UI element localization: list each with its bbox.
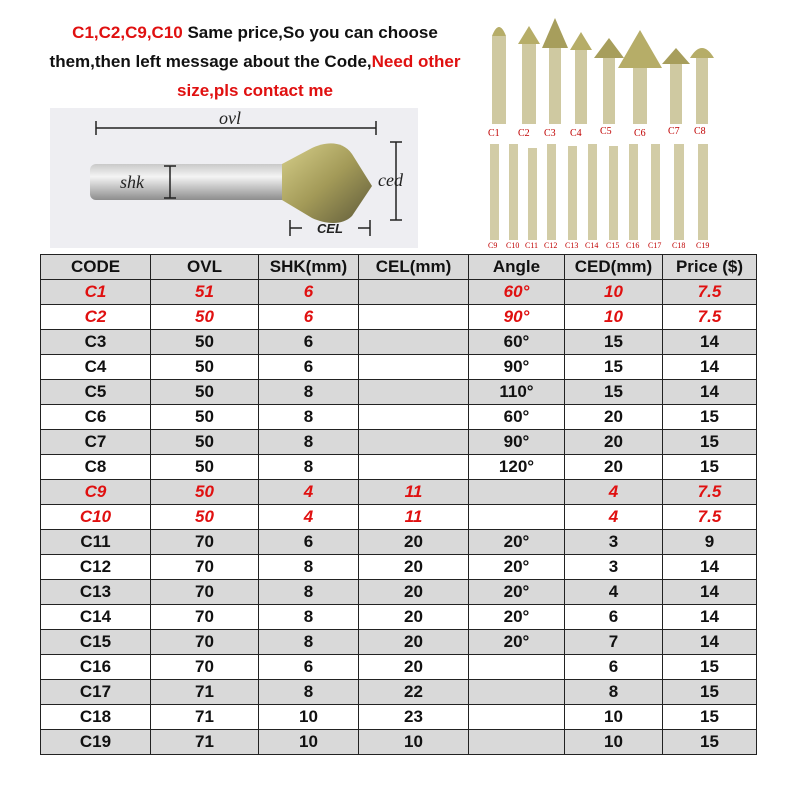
ovl-label: ovl xyxy=(219,108,241,128)
cell-cel: 11 xyxy=(359,505,469,530)
photo-label-c14: C14 xyxy=(585,241,599,250)
cell-cel: 22 xyxy=(359,680,469,705)
cell-ced: 3 xyxy=(565,555,663,580)
cell-angle: 60° xyxy=(469,280,565,305)
cell-ced: 15 xyxy=(565,380,663,405)
cell-ced: 20 xyxy=(565,430,663,455)
cell-ced: 10 xyxy=(565,305,663,330)
header-cel: CEL(mm) xyxy=(359,255,469,280)
cell-code: C13 xyxy=(41,580,151,605)
cell-code: C19 xyxy=(41,730,151,755)
cell-code: C10 xyxy=(41,505,151,530)
cell-ovl: 70 xyxy=(151,555,259,580)
photo-label-c16: C16 xyxy=(626,241,640,250)
cell-shk: 8 xyxy=(259,430,359,455)
cell-price: 14 xyxy=(663,630,757,655)
cell-angle xyxy=(469,680,565,705)
cell-cel xyxy=(359,355,469,380)
header-shk: SHK(mm) xyxy=(259,255,359,280)
cell-shk: 8 xyxy=(259,630,359,655)
cell-cel: 20 xyxy=(359,630,469,655)
header-angle: Angle xyxy=(469,255,565,280)
cell-price: 15 xyxy=(663,680,757,705)
table-row xyxy=(41,330,757,355)
table-header-row xyxy=(41,255,757,280)
header-text-main: Same price,So you can choose them,then left message about the Code, xyxy=(49,23,438,71)
cell-cel xyxy=(359,330,469,355)
table-row xyxy=(41,305,757,330)
photo-label-c10: C10 xyxy=(506,241,520,250)
table-row xyxy=(41,680,757,705)
cell-ced: 15 xyxy=(565,355,663,380)
cell-ced: 10 xyxy=(565,730,663,755)
photo-label-c6: C6 xyxy=(634,128,646,139)
cell-ced: 8 xyxy=(565,680,663,705)
cell-code: C12 xyxy=(41,555,151,580)
cell-shk: 8 xyxy=(259,405,359,430)
photo-label-c12: C12 xyxy=(544,241,558,250)
cell-ced: 4 xyxy=(565,480,663,505)
cell-cel xyxy=(359,380,469,405)
cell-cel: 20 xyxy=(359,655,469,680)
table-row xyxy=(41,480,757,505)
photo-label-c7: C7 xyxy=(668,126,680,137)
cell-shk: 6 xyxy=(259,530,359,555)
cell-angle: 20° xyxy=(469,530,565,555)
cell-angle xyxy=(469,655,565,680)
cell-ovl: 71 xyxy=(151,705,259,730)
cell-ovl: 50 xyxy=(151,430,259,455)
cell-angle xyxy=(469,730,565,755)
cell-ced: 4 xyxy=(565,505,663,530)
cell-shk: 10 xyxy=(259,705,359,730)
cell-cel: 20 xyxy=(359,605,469,630)
photo-label-c13: C13 xyxy=(565,241,579,250)
table-row xyxy=(41,580,757,605)
cell-shk: 8 xyxy=(259,580,359,605)
cell-angle: 90° xyxy=(469,355,565,380)
cell-cel xyxy=(359,430,469,455)
cell-angle: 90° xyxy=(469,430,565,455)
cell-cel: 11 xyxy=(359,480,469,505)
cell-angle: 120° xyxy=(469,455,565,480)
table-row xyxy=(41,505,757,530)
cell-price: 15 xyxy=(663,655,757,680)
top-code-labels xyxy=(488,126,706,139)
photo-label-c18: C18 xyxy=(672,241,686,250)
cell-angle xyxy=(469,505,565,530)
cell-cel xyxy=(359,305,469,330)
photo-label-c9: C9 xyxy=(488,241,498,250)
cell-angle: 110° xyxy=(469,380,565,405)
cell-angle: 90° xyxy=(469,305,565,330)
cell-code: C17 xyxy=(41,680,151,705)
photo-label-c15: C15 xyxy=(606,241,620,250)
cell-price: 15 xyxy=(663,705,757,730)
cell-code: C2 xyxy=(41,305,151,330)
cell-price: 15 xyxy=(663,430,757,455)
cell-ovl: 50 xyxy=(151,305,259,330)
cell-shk: 6 xyxy=(259,280,359,305)
spec-table xyxy=(40,254,757,755)
photo-label-c1: C1 xyxy=(488,128,500,139)
cell-price: 7.5 xyxy=(663,305,757,330)
table-body xyxy=(41,280,757,755)
cell-code: C11 xyxy=(41,530,151,555)
cell-ovl: 50 xyxy=(151,380,259,405)
dimension-diagram-svg xyxy=(50,108,418,248)
table-row xyxy=(41,380,757,405)
cell-ced: 6 xyxy=(565,655,663,680)
table-row xyxy=(41,405,757,430)
top-bits-row xyxy=(492,18,714,124)
cell-cel: 20 xyxy=(359,580,469,605)
cell-angle: 20° xyxy=(469,630,565,655)
cell-shk: 8 xyxy=(259,455,359,480)
cell-ced: 7 xyxy=(565,630,663,655)
cell-code: C16 xyxy=(41,655,151,680)
table-row xyxy=(41,705,757,730)
cell-ced: 20 xyxy=(565,455,663,480)
cell-ced: 10 xyxy=(565,280,663,305)
photo-label-c19: C19 xyxy=(696,241,710,250)
table-row xyxy=(41,280,757,305)
cell-angle: 20° xyxy=(469,555,565,580)
table-row xyxy=(41,530,757,555)
cell-ovl: 50 xyxy=(151,455,259,480)
cell-ovl: 50 xyxy=(151,355,259,380)
cell-ovl: 71 xyxy=(151,680,259,705)
cell-price: 7.5 xyxy=(663,280,757,305)
cell-shk: 8 xyxy=(259,605,359,630)
cell-code: C4 xyxy=(41,355,151,380)
cell-cel xyxy=(359,280,469,305)
cell-cel: 10 xyxy=(359,730,469,755)
cell-ovl: 70 xyxy=(151,605,259,630)
cell-price: 14 xyxy=(663,380,757,405)
cell-price: 14 xyxy=(663,555,757,580)
header-ced: CED(mm) xyxy=(565,255,663,280)
cell-shk: 8 xyxy=(259,555,359,580)
table-row xyxy=(41,655,757,680)
cell-code: C3 xyxy=(41,330,151,355)
cell-shk: 8 xyxy=(259,680,359,705)
cell-ovl: 70 xyxy=(151,580,259,605)
cell-angle: 20° xyxy=(469,580,565,605)
cell-price: 14 xyxy=(663,355,757,380)
cell-ovl: 71 xyxy=(151,730,259,755)
cell-price: 7.5 xyxy=(663,480,757,505)
photo-label-c8: C8 xyxy=(694,126,706,137)
cell-code: C18 xyxy=(41,705,151,730)
cell-shk: 4 xyxy=(259,480,359,505)
cell-price: 14 xyxy=(663,605,757,630)
cell-price: 7.5 xyxy=(663,505,757,530)
cell-ced: 15 xyxy=(565,330,663,355)
table-row xyxy=(41,555,757,580)
cell-ced: 4 xyxy=(565,580,663,605)
bottom-bits-row xyxy=(490,144,708,240)
cell-price: 14 xyxy=(663,580,757,605)
cell-shk: 4 xyxy=(259,505,359,530)
cell-cel xyxy=(359,455,469,480)
cell-ovl: 50 xyxy=(151,330,259,355)
cell-ovl: 70 xyxy=(151,630,259,655)
cell-shk: 6 xyxy=(259,305,359,330)
cell-ovl: 50 xyxy=(151,505,259,530)
photo-label-c5: C5 xyxy=(600,126,612,137)
cell-price: 15 xyxy=(663,405,757,430)
diamond-head-shape xyxy=(282,143,372,223)
cell-ovl: 70 xyxy=(151,655,259,680)
cell-code: C8 xyxy=(41,455,151,480)
cell-ced: 3 xyxy=(565,530,663,555)
cell-price: 15 xyxy=(663,730,757,755)
cell-code: C14 xyxy=(41,605,151,630)
photo-label-c17: C17 xyxy=(648,241,662,250)
cell-angle xyxy=(469,480,565,505)
table-row xyxy=(41,605,757,630)
cell-ovl: 50 xyxy=(151,480,259,505)
cell-code: C15 xyxy=(41,630,151,655)
cell-ced: 6 xyxy=(565,605,663,630)
cell-ovl: 51 xyxy=(151,280,259,305)
header-text xyxy=(40,18,470,105)
table-row xyxy=(41,430,757,455)
cell-code: C5 xyxy=(41,380,151,405)
photo-label-c11: C11 xyxy=(525,241,539,250)
photo-label-c2: C2 xyxy=(518,128,530,139)
cell-cel: 20 xyxy=(359,555,469,580)
header-code: CODE xyxy=(41,255,151,280)
cell-price: 15 xyxy=(663,455,757,480)
cell-code: C7 xyxy=(41,430,151,455)
table-row xyxy=(41,355,757,380)
cell-ovl: 70 xyxy=(151,530,259,555)
cell-price: 9 xyxy=(663,530,757,555)
cell-cel xyxy=(359,405,469,430)
cell-angle: 60° xyxy=(469,330,565,355)
cell-angle: 20° xyxy=(469,605,565,630)
header-codes: C1,C2,C9,C10 xyxy=(72,23,183,42)
shk-label: shk xyxy=(120,172,144,192)
cell-ovl: 50 xyxy=(151,405,259,430)
cell-cel: 20 xyxy=(359,530,469,555)
bottom-code-labels xyxy=(488,241,709,250)
cell-price: 14 xyxy=(663,330,757,355)
cell-shk: 8 xyxy=(259,380,359,405)
cell-shk: 6 xyxy=(259,330,359,355)
table-row xyxy=(41,730,757,755)
cell-cel: 23 xyxy=(359,705,469,730)
cell-code: C1 xyxy=(41,280,151,305)
cell-ced: 10 xyxy=(565,705,663,730)
photo-label-c3: C3 xyxy=(544,128,556,139)
cel-label: CEL xyxy=(317,221,343,236)
product-photo xyxy=(478,8,738,250)
cell-shk: 6 xyxy=(259,655,359,680)
dimension-diagram xyxy=(50,108,418,248)
cell-angle xyxy=(469,705,565,730)
cell-shk: 6 xyxy=(259,355,359,380)
ced-label: ced xyxy=(378,170,403,190)
cell-ced: 20 xyxy=(565,405,663,430)
table-row xyxy=(41,455,757,480)
cell-code: C6 xyxy=(41,405,151,430)
cell-shk: 10 xyxy=(259,730,359,755)
cell-code: C9 xyxy=(41,480,151,505)
photo-label-c4: C4 xyxy=(570,128,582,139)
cell-angle: 60° xyxy=(469,405,565,430)
header-ovl: OVL xyxy=(151,255,259,280)
header-price: Price ($) xyxy=(663,255,757,280)
header-contact: Need other size,pls contact me xyxy=(177,52,461,100)
product-photo-svg xyxy=(478,8,738,250)
table-row xyxy=(41,630,757,655)
